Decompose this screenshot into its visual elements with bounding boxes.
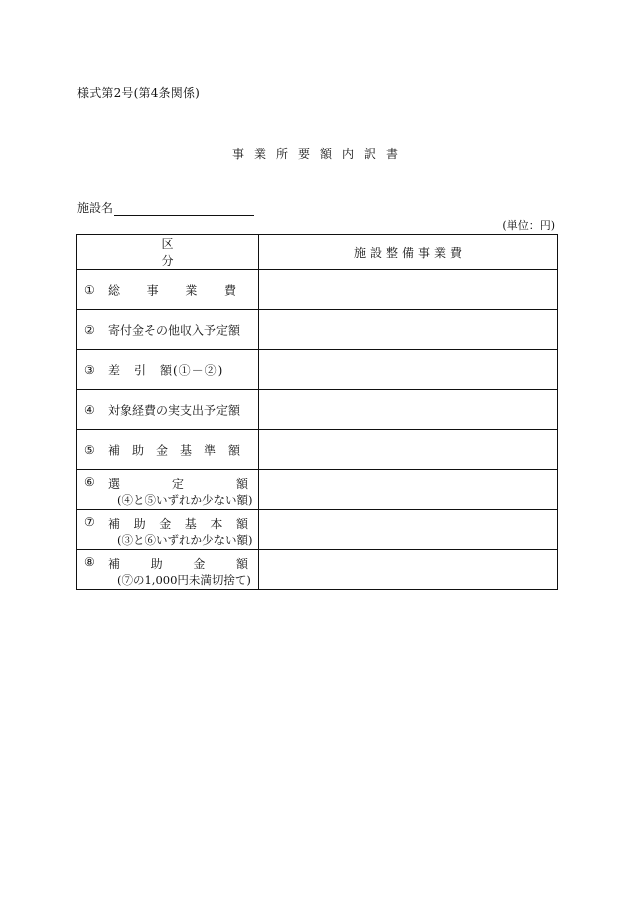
table-row — [77, 350, 558, 390]
header-category: 区分 — [77, 235, 259, 270]
row-label-cell — [77, 470, 259, 510]
table-row — [77, 270, 558, 310]
row-label-cell — [77, 510, 259, 550]
row-value-cell[interactable] — [259, 470, 558, 510]
row-value-cell[interactable] — [259, 310, 558, 350]
row-number: ④ — [84, 402, 95, 417]
breakdown-table — [76, 234, 558, 590]
form-number: 様式第2号(第4条関係) — [77, 86, 201, 100]
row-label-cell — [77, 390, 259, 430]
row-label: 対象経費の実支出予定額 — [108, 403, 241, 417]
row-label-char: 費 — [223, 283, 236, 297]
row-label — [108, 475, 248, 492]
row-number: ⑥ — [84, 475, 95, 489]
table-row — [77, 390, 558, 430]
table-row — [77, 510, 558, 550]
row-label-cell — [77, 350, 259, 390]
facility-name-blank-line[interactable] — [114, 202, 254, 216]
row-label — [108, 555, 248, 572]
row-label-char: 補 — [108, 517, 121, 531]
row-label-char: 定 — [171, 477, 184, 491]
row-label-cell — [77, 270, 259, 310]
row-number: ⑤ — [84, 442, 95, 457]
row-number: ⑧ — [84, 555, 95, 569]
row-label-char: 金 — [159, 517, 172, 531]
row-label — [108, 281, 236, 298]
row-label-char: 額 — [235, 517, 248, 531]
row-label-char: 助 — [133, 517, 146, 531]
row-label-char: 補 — [108, 557, 121, 571]
table-row — [77, 430, 558, 470]
row-label — [108, 515, 248, 532]
row-number: ⑦ — [84, 515, 95, 529]
row-label-cell — [77, 310, 259, 350]
row-label-char: 総 — [108, 283, 121, 297]
row-label: 補助金基準額 — [108, 443, 253, 457]
row-label-char: 事 — [146, 283, 159, 297]
row-sublabel: (④と⑤いずれか少ない額) — [117, 493, 253, 507]
row-value-cell[interactable] — [259, 550, 558, 590]
row-label-cell — [77, 550, 259, 590]
row-value-cell[interactable] — [259, 390, 558, 430]
table-row — [77, 470, 558, 510]
row-value-cell[interactable] — [259, 350, 558, 390]
row-label-cell — [77, 430, 259, 470]
facility-name-row — [77, 199, 254, 216]
row-label-char: 金 — [193, 557, 206, 571]
row-value-cell[interactable] — [259, 510, 558, 550]
row-value-cell[interactable] — [259, 430, 558, 470]
row-label-char: 基 — [184, 517, 197, 531]
row-label-char: 額 — [235, 557, 248, 571]
row-label-char: 選 — [108, 477, 121, 491]
row-sublabel: (⑦の1,000円未満切捨て) — [117, 573, 251, 587]
header-facility-cost: 施設整備事業費 — [259, 235, 558, 270]
row-value-cell[interactable] — [259, 270, 558, 310]
row-label-char: 業 — [185, 283, 198, 297]
document-title: 事業所要額内訳書 — [231, 147, 408, 161]
unit-label: (単位：円) — [502, 219, 555, 232]
table-header-row — [77, 235, 558, 270]
table-row — [77, 550, 558, 590]
row-label: 寄付金その他収入予定額 — [108, 323, 241, 337]
row-label-char: 額 — [235, 477, 248, 491]
row-number: ① — [84, 282, 95, 297]
table-row — [77, 310, 558, 350]
facility-name-label: 施設名 — [77, 201, 114, 215]
row-number: ③ — [84, 362, 95, 377]
row-sublabel: (③と⑥いずれか少ない額) — [117, 533, 253, 547]
row-number: ② — [84, 322, 95, 337]
row-label-char: 助 — [150, 557, 163, 571]
row-label-char: 本 — [210, 517, 223, 531]
row-label: 差 引 額(①－②) — [108, 363, 224, 377]
